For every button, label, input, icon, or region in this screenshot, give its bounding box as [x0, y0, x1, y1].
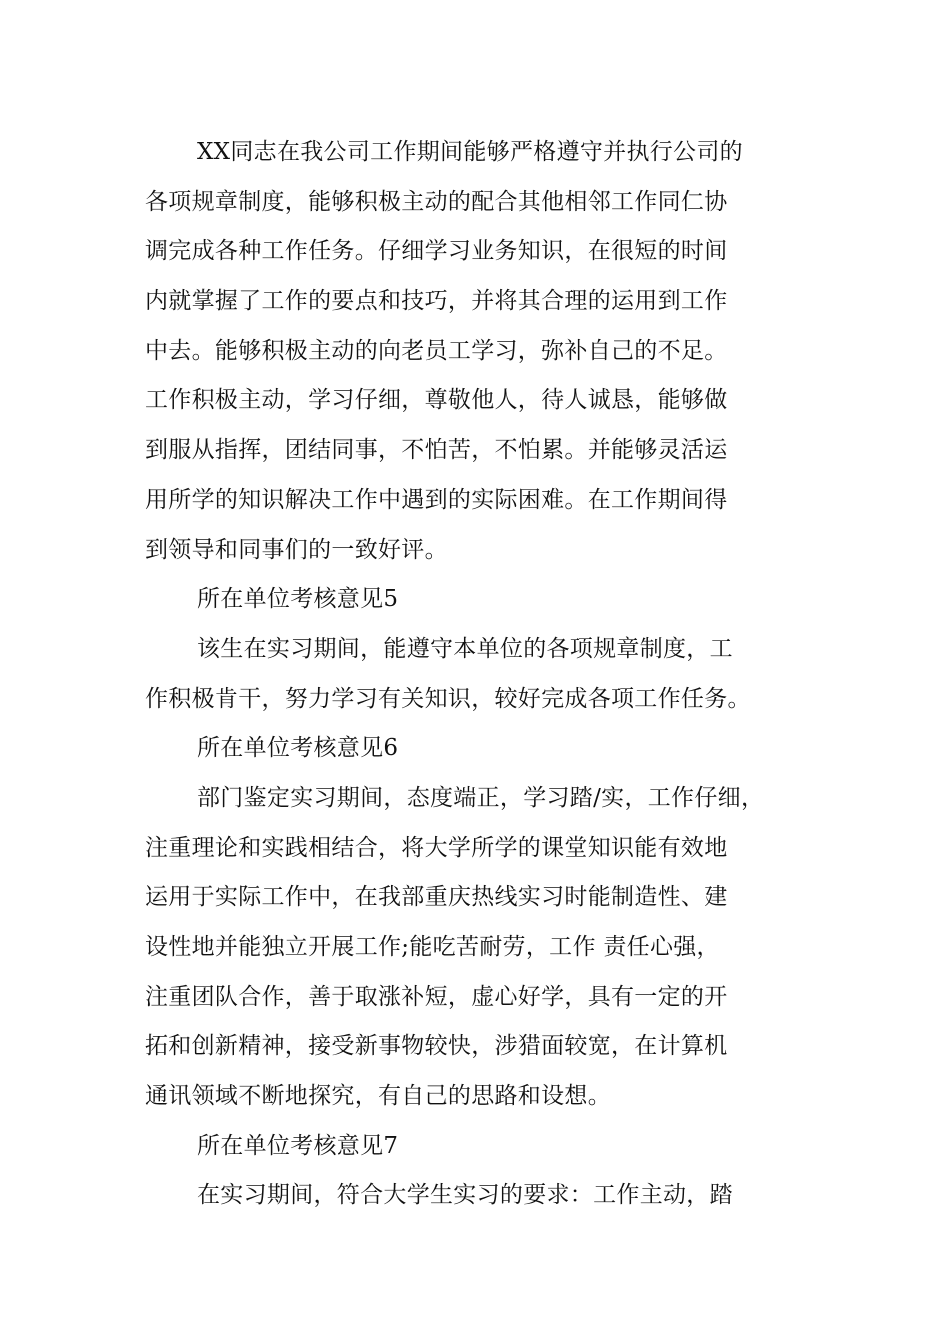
text-line: 运用于实际工作中，在我部重庆热线实习时能制造性、建 — [145, 884, 728, 911]
text-line: 拓和创新精神，接受新事物较快，涉猎面较宽，在计算机 — [145, 1033, 728, 1060]
paragraph-opinion-6 — [145, 774, 807, 1122]
text-line: 工作积极主动，学习仔细，尊敬他人，待人诚恳，能够做 — [145, 387, 728, 414]
text-line: 设性地并能独立开展工作;能吃苦耐劳，工作 责任心强， — [145, 934, 720, 960]
section-heading-6 — [145, 724, 807, 774]
text-line: 到领导和同事们的一致好评。 — [145, 536, 448, 563]
document-body — [145, 128, 807, 1221]
heading-text: 所在单位考核意见5 — [197, 586, 399, 613]
text-line: 在实习期间，符合大学生实习的要求：工作主动，踏 — [197, 1182, 733, 1209]
text-line: XX同志在我公司工作期间能够严格遵守并执行公司的 — [197, 139, 743, 165]
heading-text: 所在单位考核意见7 — [197, 1132, 399, 1159]
text-line: 部门鉴定实习期间，态度端正，学习踏/实，工作仔细， — [197, 784, 765, 811]
text-line: 各项规章制度，能够积极主动的配合其他相邻工作同仁协 — [145, 188, 728, 215]
text-line: 用所学的知识解决工作中遇到的实际困难。在工作期间得 — [145, 486, 728, 513]
text-line: 调完成各种工作任务。仔细学习业务知识，在很短的时间 — [145, 238, 728, 265]
section-heading-7 — [145, 1122, 807, 1172]
section-heading-5 — [145, 575, 807, 625]
text-line: 中去。能够积极主动的向老员工学习，弥补自己的不足。 — [145, 337, 728, 364]
heading-text: 所在单位考核意见6 — [197, 735, 399, 762]
paragraph-colleague-evaluation — [145, 128, 807, 575]
paragraph-opinion-5 — [145, 625, 807, 724]
paragraph-opinion-7 — [145, 1171, 807, 1221]
text-line: 到服从指挥，团结同事，不怕苦，不怕累。并能够灵活运 — [145, 437, 728, 464]
text-line: 该生在实习期间，能遵守本单位的各项规章制度，工 — [197, 635, 733, 662]
text-line: 注重理论和实践相结合，将大学所学的课堂知识能有效地 — [145, 834, 728, 861]
text-line: 注重团队合作，善于取涨补短，虚心好学，具有一定的开 — [145, 983, 728, 1010]
text-line: 内就掌握了工作的要点和技巧，并将其合理的运用到工作 — [145, 288, 728, 315]
text-line: 通讯领域不断地探究，有自己的思路和设想。 — [145, 1083, 611, 1110]
text-line: 作积极肯干，努力学习有关知识，较好完成各项工作任务。 — [145, 685, 751, 712]
